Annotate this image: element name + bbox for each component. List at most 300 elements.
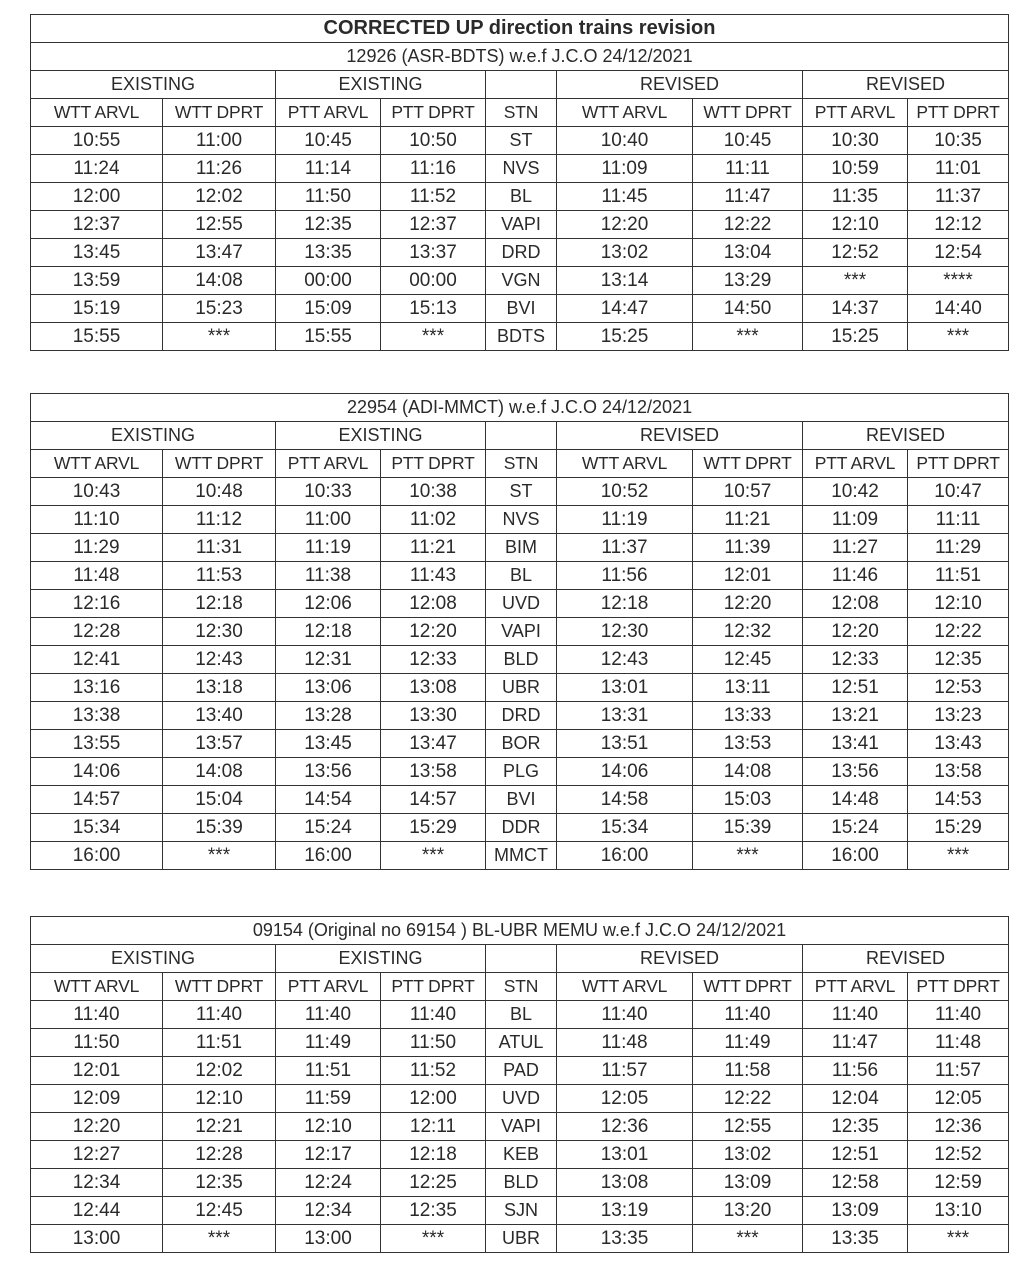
group-label-existing-wtt: EXISTING [31,945,276,973]
time-cell: 13:28 [276,702,381,730]
station-code-cell: MMCT [486,842,557,870]
time-cell: 12:25 [381,1169,486,1197]
time-cell: 13:29 [693,267,803,295]
time-cell: 11:50 [31,1029,163,1057]
time-cell: 11:51 [163,1029,276,1057]
time-cell: 12:21 [163,1113,276,1141]
station-code-cell: BL [486,183,557,211]
time-cell: 11:43 [381,562,486,590]
time-cell: 11:52 [381,1057,486,1085]
time-cell: 16:00 [31,842,163,870]
time-cell: 11:47 [693,183,803,211]
time-cell: 12:16 [31,590,163,618]
time-cell: 12:05 [557,1085,693,1113]
time-cell: 11:56 [557,562,693,590]
time-cell: 11:57 [908,1057,1009,1085]
time-cell: 11:31 [163,534,276,562]
station-code-cell: PLG [486,758,557,786]
table-row [31,562,1009,590]
table-row [31,1057,1009,1085]
time-cell: 11:37 [557,534,693,562]
time-cell: 11:00 [276,506,381,534]
time-cell: 11:51 [908,562,1009,590]
time-cell: 13:35 [276,239,381,267]
table-row [31,618,1009,646]
time-cell: 11:19 [557,506,693,534]
time-cell: 15:29 [381,814,486,842]
time-cell: 12:20 [803,618,908,646]
time-cell: 13:08 [557,1169,693,1197]
station-code-cell: VGN [486,267,557,295]
time-cell: 13:09 [803,1197,908,1225]
time-cell: 14:58 [557,786,693,814]
time-cell: 11:46 [803,562,908,590]
time-cell: 10:45 [276,127,381,155]
time-cell: 10:42 [803,478,908,506]
time-cell: 11:26 [163,155,276,183]
time-cell: 13:35 [803,1225,908,1253]
time-cell: 12:02 [163,1057,276,1085]
time-cell: 11:48 [31,562,163,590]
time-cell: 12:28 [163,1141,276,1169]
time-cell: 12:35 [276,211,381,239]
time-cell: 10:35 [908,127,1009,155]
group-label-revised-ptt: REVISED [803,945,1009,973]
time-cell: 15:34 [557,814,693,842]
time-cell: 12:58 [803,1169,908,1197]
time-cell: 11:37 [908,183,1009,211]
time-cell: *** [163,1225,276,1253]
time-cell: 15:13 [381,295,486,323]
title-row [31,15,1009,43]
time-cell: 13:55 [31,730,163,758]
station-code-cell: NVS [486,155,557,183]
time-cell: 12:12 [908,211,1009,239]
time-cell: 12:10 [908,590,1009,618]
time-cell: 11:21 [381,534,486,562]
group-label-existing-wtt: EXISTING [31,71,276,99]
time-cell: 12:33 [803,646,908,674]
table-row [31,323,1009,351]
time-cell: 11:24 [31,155,163,183]
station-code-cell: KEB [486,1141,557,1169]
time-cell: 12:30 [557,618,693,646]
time-cell: 12:35 [381,1197,486,1225]
station-code-cell: BVI [486,786,557,814]
time-cell: 12:18 [557,590,693,618]
time-cell: 14:40 [908,295,1009,323]
time-cell: 12:31 [276,646,381,674]
time-cell: 13:38 [31,702,163,730]
time-cell: 11:48 [908,1029,1009,1057]
time-cell: 15:39 [693,814,803,842]
time-cell: 11:45 [557,183,693,211]
time-cell: 13:00 [31,1225,163,1253]
time-cell: 12:34 [31,1169,163,1197]
column-header: PTT ARVL [276,99,381,127]
table-row [31,267,1009,295]
time-cell: 12:54 [908,239,1009,267]
time-cell: 11:49 [276,1029,381,1057]
column-header: PTT ARVL [276,450,381,478]
group-label-blank [486,71,557,99]
column-header: PTT DPRT [908,99,1009,127]
group-label-revised-wtt: REVISED [557,945,803,973]
time-cell: 13:53 [693,730,803,758]
time-cell: 11:40 [557,1001,693,1029]
time-cell: 12:20 [693,590,803,618]
time-cell: 13:57 [163,730,276,758]
train-subtitle: 22954 (ADI-MMCT) w.e.f J.C.O 24/12/2021 [31,394,1009,422]
table-row [31,674,1009,702]
time-cell: 12:10 [276,1113,381,1141]
time-cell: 11:50 [276,183,381,211]
time-cell: 10:43 [31,478,163,506]
station-code-cell: VAPI [486,211,557,239]
table-row [31,127,1009,155]
group-label-existing-ptt: EXISTING [276,945,486,973]
time-cell: 11:10 [31,506,163,534]
time-cell: 12:51 [803,1141,908,1169]
time-cell: 12:10 [803,211,908,239]
time-cell: 11:09 [803,506,908,534]
time-cell: 12:52 [908,1141,1009,1169]
time-cell: 11:11 [693,155,803,183]
time-cell: 14:53 [908,786,1009,814]
column-header: PTT DPRT [908,973,1009,1001]
time-cell: 12:28 [31,618,163,646]
time-cell: 11:40 [908,1001,1009,1029]
time-cell: 12:08 [803,590,908,618]
time-cell: 10:47 [908,478,1009,506]
column-header: PTT DPRT [908,450,1009,478]
column-header: WTT DPRT [693,450,803,478]
column-header: WTT DPRT [693,99,803,127]
time-cell: 15:55 [276,323,381,351]
column-header: PTT DPRT [381,973,486,1001]
time-cell: 13:02 [693,1141,803,1169]
time-cell: 11:51 [276,1057,381,1085]
time-cell: *** [908,842,1009,870]
time-cell: 12:32 [693,618,803,646]
table-row [31,1113,1009,1141]
time-cell: *** [908,1225,1009,1253]
time-cell: 12:08 [381,590,486,618]
time-cell: 13:21 [803,702,908,730]
time-cell: 13:06 [276,674,381,702]
time-cell: 15:55 [31,323,163,351]
time-cell: 13:58 [908,758,1009,786]
time-cell: *** [381,842,486,870]
time-cell: 12:20 [557,211,693,239]
group-header-row [31,422,1009,450]
time-cell: 13:30 [381,702,486,730]
time-cell: 15:29 [908,814,1009,842]
time-cell: 13:33 [693,702,803,730]
time-cell: 11:38 [276,562,381,590]
time-cell: 12:20 [381,618,486,646]
table-row [31,1197,1009,1225]
group-label-existing-wtt: EXISTING [31,422,276,450]
time-cell: 12:34 [276,1197,381,1225]
time-cell: 12:59 [908,1169,1009,1197]
time-cell: 15:19 [31,295,163,323]
station-code-cell: NVS [486,506,557,534]
time-cell: 12:53 [908,674,1009,702]
time-cell: 12:18 [163,590,276,618]
subtitle-row [31,394,1009,422]
time-cell: 11:52 [381,183,486,211]
column-header: WTT ARVL [31,973,163,1001]
time-cell: 12:17 [276,1141,381,1169]
group-label-existing-ptt: EXISTING [276,71,486,99]
time-cell: 13:01 [557,1141,693,1169]
time-cell: 13:31 [557,702,693,730]
time-cell: 10:40 [557,127,693,155]
time-cell: 12:01 [31,1057,163,1085]
train-subtitle: 12926 (ASR-BDTS) w.e.f J.C.O 24/12/2021 [31,43,1009,71]
time-cell: *** [908,323,1009,351]
time-cell: 12:27 [31,1141,163,1169]
time-cell: 13:47 [163,239,276,267]
subtitle-row [31,43,1009,71]
time-cell: 12:09 [31,1085,163,1113]
time-cell: 13:35 [557,1225,693,1253]
column-header: WTT DPRT [163,973,276,1001]
group-header-row [31,71,1009,99]
column-header: WTT ARVL [31,450,163,478]
station-code-cell: ST [486,478,557,506]
time-cell: 13:04 [693,239,803,267]
group-label-revised-ptt: REVISED [803,422,1009,450]
column-header: WTT DPRT [693,973,803,1001]
time-cell: 14:57 [31,786,163,814]
table-row [31,646,1009,674]
time-cell: 15:09 [276,295,381,323]
table-row [31,534,1009,562]
station-code-cell: BL [486,1001,557,1029]
time-cell: 15:04 [163,786,276,814]
time-cell: 13:56 [803,758,908,786]
time-cell: 13:40 [163,702,276,730]
time-cell: 11:14 [276,155,381,183]
time-cell: 16:00 [557,842,693,870]
time-cell: 12:36 [557,1113,693,1141]
time-cell: 15:39 [163,814,276,842]
time-cell: 16:00 [803,842,908,870]
table-row [31,1001,1009,1029]
column-header: STN [486,973,557,1001]
time-cell: 00:00 [381,267,486,295]
time-cell: 11:12 [163,506,276,534]
time-cell: 11:21 [693,506,803,534]
group-label-blank [486,422,557,450]
time-cell: 12:55 [693,1113,803,1141]
time-cell: 11:40 [31,1001,163,1029]
time-cell: *** [803,267,908,295]
station-code-cell: BVI [486,295,557,323]
time-cell: 13:01 [557,674,693,702]
time-cell: 11:49 [693,1029,803,1057]
station-code-cell: UVD [486,1085,557,1113]
time-cell: 12:20 [31,1113,163,1141]
table-row [31,211,1009,239]
time-cell: 13:02 [557,239,693,267]
column-header: PTT DPRT [381,99,486,127]
time-cell: 13:59 [31,267,163,295]
train-subtitle: 09154 (Original no 69154 ) BL-UBR MEMU w.e.f J.C.O 24/12/2021 [31,917,1009,945]
time-cell: 13:16 [31,674,163,702]
time-cell: 11:39 [693,534,803,562]
time-cell: *** [693,323,803,351]
time-cell: 12:35 [163,1169,276,1197]
time-cell: 11:29 [31,534,163,562]
time-cell: 12:18 [381,1141,486,1169]
time-cell: 14:08 [693,758,803,786]
time-cell: 12:45 [693,646,803,674]
time-cell: 13:51 [557,730,693,758]
time-cell: 10:48 [163,478,276,506]
time-cell: 11:50 [381,1029,486,1057]
column-header: STN [486,450,557,478]
time-cell: 12:01 [693,562,803,590]
time-cell: 12:22 [693,211,803,239]
time-cell: 13:45 [31,239,163,267]
time-cell: 12:41 [31,646,163,674]
station-code-cell: BL [486,562,557,590]
time-cell: 15:24 [276,814,381,842]
time-cell: 12:33 [381,646,486,674]
time-cell: 13:23 [908,702,1009,730]
table-row [31,183,1009,211]
column-header: PTT DPRT [381,450,486,478]
time-cell: 10:38 [381,478,486,506]
time-cell: 14:08 [163,267,276,295]
time-cell: 14:06 [557,758,693,786]
time-cell: 12:06 [276,590,381,618]
table-row [31,814,1009,842]
time-cell: 16:00 [276,842,381,870]
time-cell: 13:45 [276,730,381,758]
table-row [31,1141,1009,1169]
time-cell: 10:57 [693,478,803,506]
subtitle-row [31,917,1009,945]
column-header: PTT ARVL [803,973,908,1001]
station-code-cell: DRD [486,702,557,730]
time-cell: 11:40 [693,1001,803,1029]
time-cell: 15:34 [31,814,163,842]
time-cell: 13:19 [557,1197,693,1225]
time-cell: 13:43 [908,730,1009,758]
time-cell: 10:33 [276,478,381,506]
time-cell: 15:24 [803,814,908,842]
time-cell: 11:40 [803,1001,908,1029]
time-cell: 14:57 [381,786,486,814]
time-cell: 15:23 [163,295,276,323]
time-cell: 13:58 [381,758,486,786]
time-cell: 13:47 [381,730,486,758]
time-cell: 11:40 [163,1001,276,1029]
time-cell: 14:48 [803,786,908,814]
time-cell: 12:44 [31,1197,163,1225]
table-row [31,758,1009,786]
time-cell: 12:30 [163,618,276,646]
time-cell: 11:59 [276,1085,381,1113]
time-cell: 12:18 [276,618,381,646]
time-cell: 12:35 [803,1113,908,1141]
station-code-cell: ATUL [486,1029,557,1057]
time-cell: 13:56 [276,758,381,786]
time-cell: 10:30 [803,127,908,155]
station-code-cell: UBR [486,674,557,702]
time-cell: *** [163,323,276,351]
column-header: STN [486,99,557,127]
time-cell: 14:47 [557,295,693,323]
time-cell: 12:22 [908,618,1009,646]
timetable-12926 [30,14,1009,351]
time-cell: 13:00 [276,1225,381,1253]
column-header-row [31,99,1009,127]
time-cell: 12:52 [803,239,908,267]
table-row [31,239,1009,267]
table-row [31,702,1009,730]
column-header: WTT DPRT [163,99,276,127]
station-code-cell: ST [486,127,557,155]
station-code-cell: VAPI [486,618,557,646]
group-label-revised-wtt: REVISED [557,422,803,450]
time-cell: 12:10 [163,1085,276,1113]
time-cell: 12:24 [276,1169,381,1197]
time-cell: 00:00 [276,267,381,295]
table-row [31,1029,1009,1057]
column-header-row [31,973,1009,1001]
time-cell: 13:20 [693,1197,803,1225]
time-cell: 14:50 [693,295,803,323]
time-cell: 14:54 [276,786,381,814]
time-cell: 11:01 [908,155,1009,183]
time-cell: 12:22 [693,1085,803,1113]
station-code-cell: SJN [486,1197,557,1225]
time-cell: *** [693,1225,803,1253]
time-cell: 15:25 [557,323,693,351]
time-cell: 14:08 [163,758,276,786]
time-cell: 11:09 [557,155,693,183]
table-row [31,478,1009,506]
time-cell: 12:00 [31,183,163,211]
time-cell: 12:00 [381,1085,486,1113]
column-header: WTT ARVL [557,450,693,478]
table-row [31,506,1009,534]
column-header: PTT ARVL [276,973,381,1001]
group-label-existing-ptt: EXISTING [276,422,486,450]
time-cell: *** [693,842,803,870]
time-cell: 11:35 [803,183,908,211]
station-code-cell: BIM [486,534,557,562]
time-cell: 12:37 [381,211,486,239]
time-cell: 14:06 [31,758,163,786]
station-code-cell: VAPI [486,1113,557,1141]
column-header: PTT ARVL [803,450,908,478]
time-cell: 11:57 [557,1057,693,1085]
time-cell: **** [908,267,1009,295]
table-row [31,155,1009,183]
time-cell: 13:10 [908,1197,1009,1225]
timetable-09154 [30,916,1009,1253]
time-cell: 13:18 [163,674,276,702]
station-code-cell: BDTS [486,323,557,351]
time-cell: *** [163,842,276,870]
time-cell: 11:40 [381,1001,486,1029]
